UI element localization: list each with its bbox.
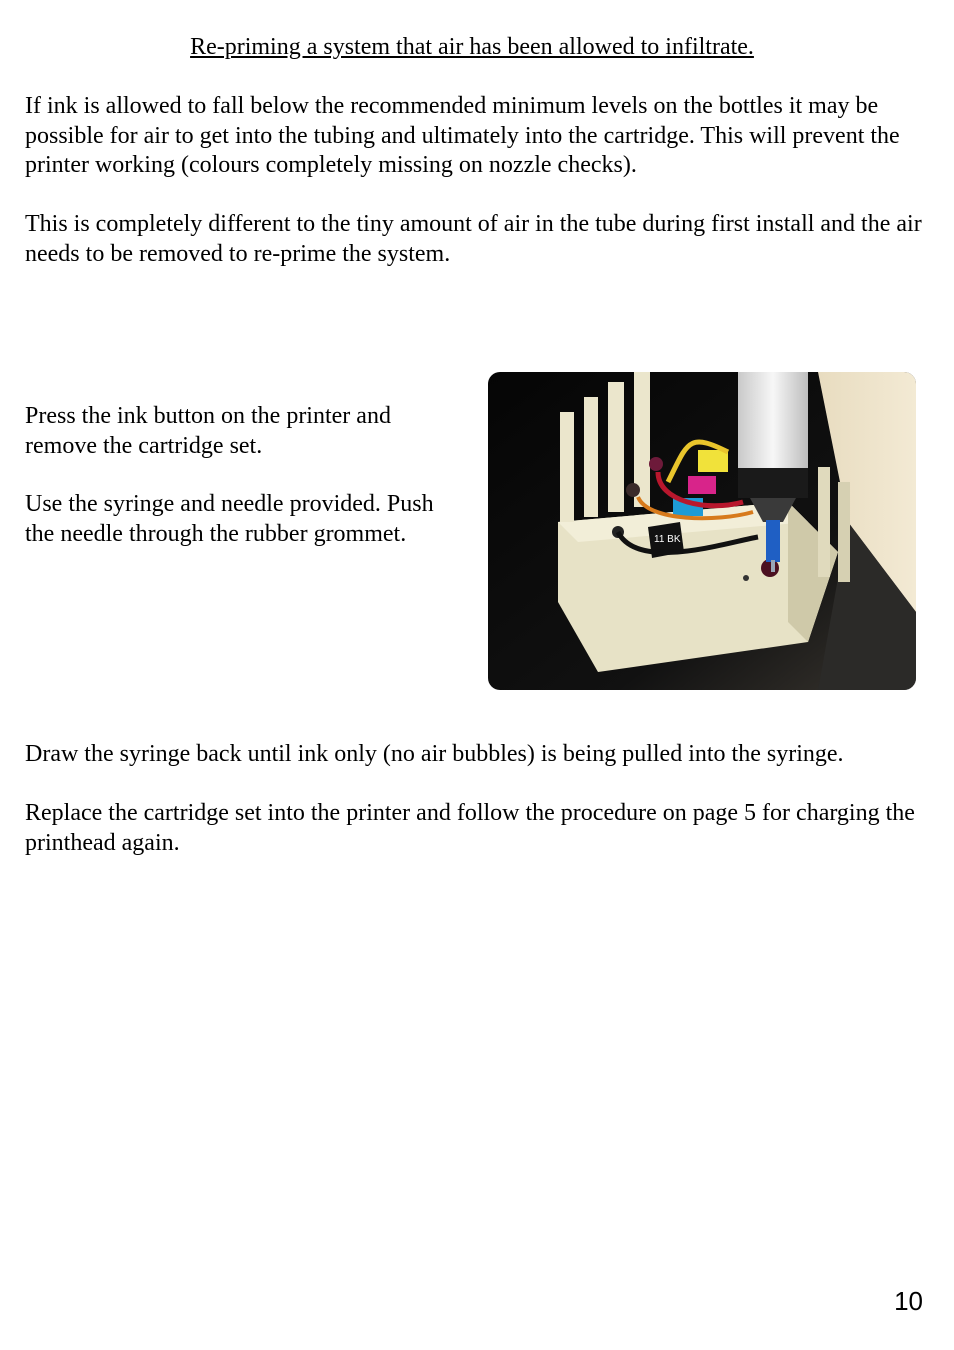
- syringe-cartridge-photo: [488, 372, 916, 690]
- page-number: 10: [894, 1286, 923, 1316]
- step-insert-needle: Use the syringe and needle provided. Push the needle through the rubber grommet.: [25, 491, 434, 547]
- step-draw-syringe: Draw the syringe back until ink only (no air bubbles) is being pulled into the syringe.: [25, 741, 844, 767]
- step-remove-cartridge: Press the ink button on the printer and remove the cartridge set.: [25, 403, 391, 459]
- step-replace-cartridge: Replace the cartridge set into the printer and follow the procedure on page 5 for charging the printhead again.: [25, 800, 915, 856]
- difference-paragraph: This is completely different to the tiny amount of air in the tube during first install and the air needs to be removed to re-prime the system.: [25, 211, 922, 267]
- cartridge-label-text: 11 BK: [654, 534, 681, 545]
- page-title: Re-priming a system that air has been allowed to infiltrate.: [190, 34, 754, 60]
- intro-paragraph: If ink is allowed to fall below the recommended minimum levels on the bottles it may be possible for air to get into the tubing and ultimately into the cartridge. This will prevent the printer working (colours completely missing on nozzle checks).: [25, 93, 900, 178]
